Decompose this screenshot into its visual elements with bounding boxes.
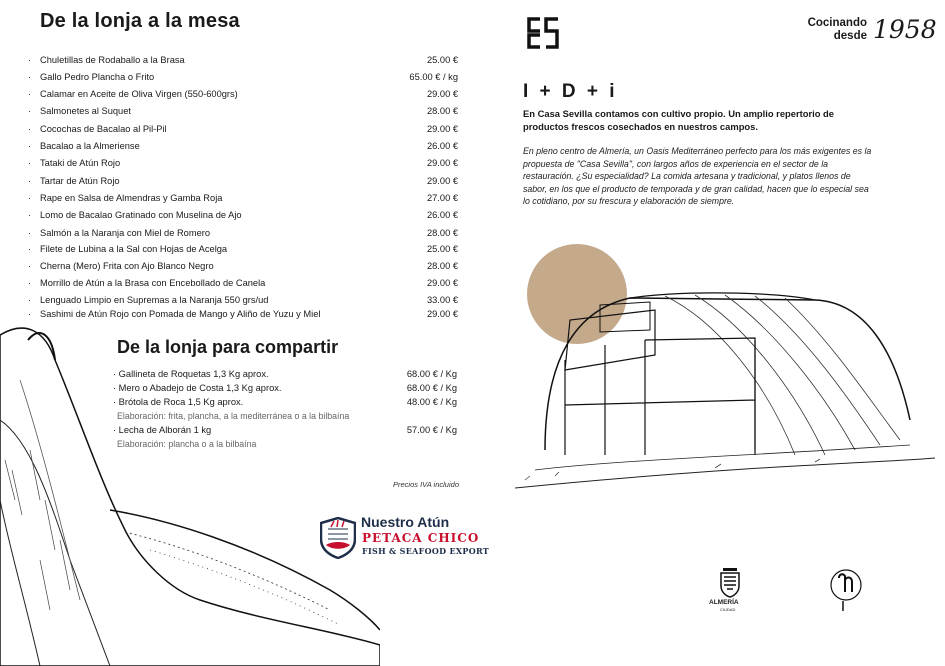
share-item-price: 48.00 € / Kg [406,397,457,407]
share-item [113,425,457,439]
bullet-icon: · [28,106,31,116]
bullet-icon: · [28,261,31,271]
bullet-icon: · [28,295,31,305]
menu-item [28,228,458,245]
menu-item [28,244,458,261]
share-item-name: · Mero o Abadejo de Costa 1,3 Kg aprox. [113,383,282,393]
menu-item-name: Cocochas de Bacalao al Pil-Pil [40,124,167,134]
idi-body: En pleno centro de Almería, un Oasis Mediterráneo perfecto para los más exigentes es la propuesta de "Casa Sevilla", con largos años de experiencia en el sector de la restauración. ¿Su especialidad? La comida artesana y tradicional, y platos llenos de sabor, en los que el producto de temporada y de gran calidad, hacen que lo especial sea lo cotidiano, por su frescura y elaboración de siempre. [523,146,872,207]
bullet-icon: · [28,278,31,288]
bullet-icon: · [28,193,31,203]
bullet-icon: · [28,124,31,134]
since-label [808,17,867,43]
menu-item [28,309,458,326]
menu-item-name: Lomo de Bacalao Gratinado con Muselina de Ajo [40,210,242,220]
gastronomy-seal-icon [829,568,863,612]
menu-title: De la lonja a la mesa [40,10,240,32]
since-label-line2: desde [833,30,867,42]
idi-intro: En Casa Sevilla contamos con cultivo propio. Un amplio repertorio de productos frescos cosechados en nuestros campos. [523,108,835,132]
menu-item [28,176,458,193]
share-item-name: · Brótola de Roca 1,5 Kg aprox. [113,397,244,407]
bullet-icon: · [28,176,31,186]
shield-icon [320,517,356,559]
bullet-icon: · [28,89,31,99]
menu-item-price: 26.00 € [426,141,458,151]
bullet-icon: · [28,72,31,82]
menu-item-name: Tartar de Atún Rojo [40,176,120,186]
menu-item [28,261,458,278]
menu-item-name: Chuletillas de Rodaballo a la Brasa [40,55,185,65]
menu-item-price: 29.00 € [426,278,458,288]
menu-item [28,55,458,72]
menu-item-price: 29.00 € [426,176,458,186]
menu-item-price: 28.00 € [426,106,458,116]
almeria-sub: CIUDAD [720,607,736,612]
menu-item-price: 29.00 € [426,124,458,134]
menu-item [28,278,458,295]
menu-item [28,141,458,158]
menu-item-name: Morrillo de Atún a la Brasa con Encebollado de Canela [40,278,266,288]
menu-item-price: 27.00 € [426,193,458,203]
menu-item-name: Filete de Lubina a la Sal con Hojas de Acelga [40,244,228,254]
menu-item-name: Salmón a la Naranja con Miel de Romero [40,228,211,238]
partner-name: Nuestro Atún [361,514,450,530]
share-item-price: 57.00 € / Kg [406,425,457,435]
bullet-icon: · [28,210,31,220]
menu-item-price: 29.00 € [426,309,458,319]
share-item-name: · Lecha de Alborán 1 kg [113,425,212,435]
share-item-name: Elaboración: plancha o a la bilbaína [117,439,257,449]
menu-item-price: 65.00 € / kg [409,72,458,82]
since-year: 1958 [873,15,937,44]
menu-item-name: Rape en Salsa de Almendras y Gamba Roja [40,193,223,203]
menu-item [28,106,458,123]
menu-item-price: 25.00 € [426,244,458,254]
menu-item-name: Lenguado Limpio en Supremas a la Naranja 550 grs/ud [40,295,269,305]
share-title: De la lonja para compartir [117,337,339,357]
menu-item-name: Salmonetes al Suquet [40,106,131,116]
greenhouse-illustration [515,240,935,500]
almeria-label: ALMERÍA [709,599,739,606]
bullet-icon: · [28,158,31,168]
menu-item-price: 33.00 € [426,295,458,305]
bullet-icon: · [28,244,31,254]
menu-item-price: 28.00 € [426,261,458,271]
menu-item [28,124,458,141]
share-item [113,369,457,383]
menu-item [28,158,458,175]
bullet-icon: · [28,228,31,238]
menu-item-price: 29.00 € [426,89,458,99]
share-item-price: 68.00 € / Kg [406,383,457,393]
menu-item-name: Bacalao a la Almeriense [40,141,140,151]
bullet-icon: · [28,141,31,151]
share-item-name: · Gallineta de Roquetas 1,3 Kg aprox. [113,369,269,379]
menu-item-name: Tataki de Atún Rojo [40,158,121,168]
share-item-price: 68.00 € / Kg [406,369,457,379]
share-item [113,397,457,411]
menu-item-price: 29.00 € [426,158,458,168]
share-item-note [113,411,457,425]
idi-title: I + D + i [523,81,618,102]
menu-item-price: 28.00 € [426,228,458,238]
share-item [113,383,457,397]
partner-tagline: FISH & SEAFOOD EXPORT [362,546,490,556]
menu-item [28,193,458,210]
menu-item-name: Calamar en Aceite de Oliva Virgen (550-600grs) [40,89,238,99]
partner-brand: PETACA CHICO [362,531,480,545]
menu-item-price: 26.00 € [426,210,458,220]
share-item-name: Elaboración: frita, plancha, a la mediterránea o a la bilbaína [117,411,350,421]
almeria-crest-icon [719,566,741,598]
menu-item-name: Sashimi de Atún Rojo con Pomada de Mango y Aliño de Yuzu y Miel [40,309,321,319]
share-item-note [113,439,457,453]
menu-item-name: Cherna (Mero) Frita con Ajo Blanco Negro [40,261,214,271]
bullet-icon: · [28,309,31,319]
menu-item-name: Gallo Pedro Plancha o Frito [40,72,155,82]
bullet-icon: · [28,55,31,65]
menu-item [28,89,458,106]
iva-note: Precios IVA incluido [392,480,459,489]
menu-item [28,210,458,227]
menu-item-price: 25.00 € [426,55,458,65]
menu-item [28,72,458,89]
since-label-line1: Cocinando [807,17,867,29]
casa-sevilla-logo-icon [526,17,560,49]
